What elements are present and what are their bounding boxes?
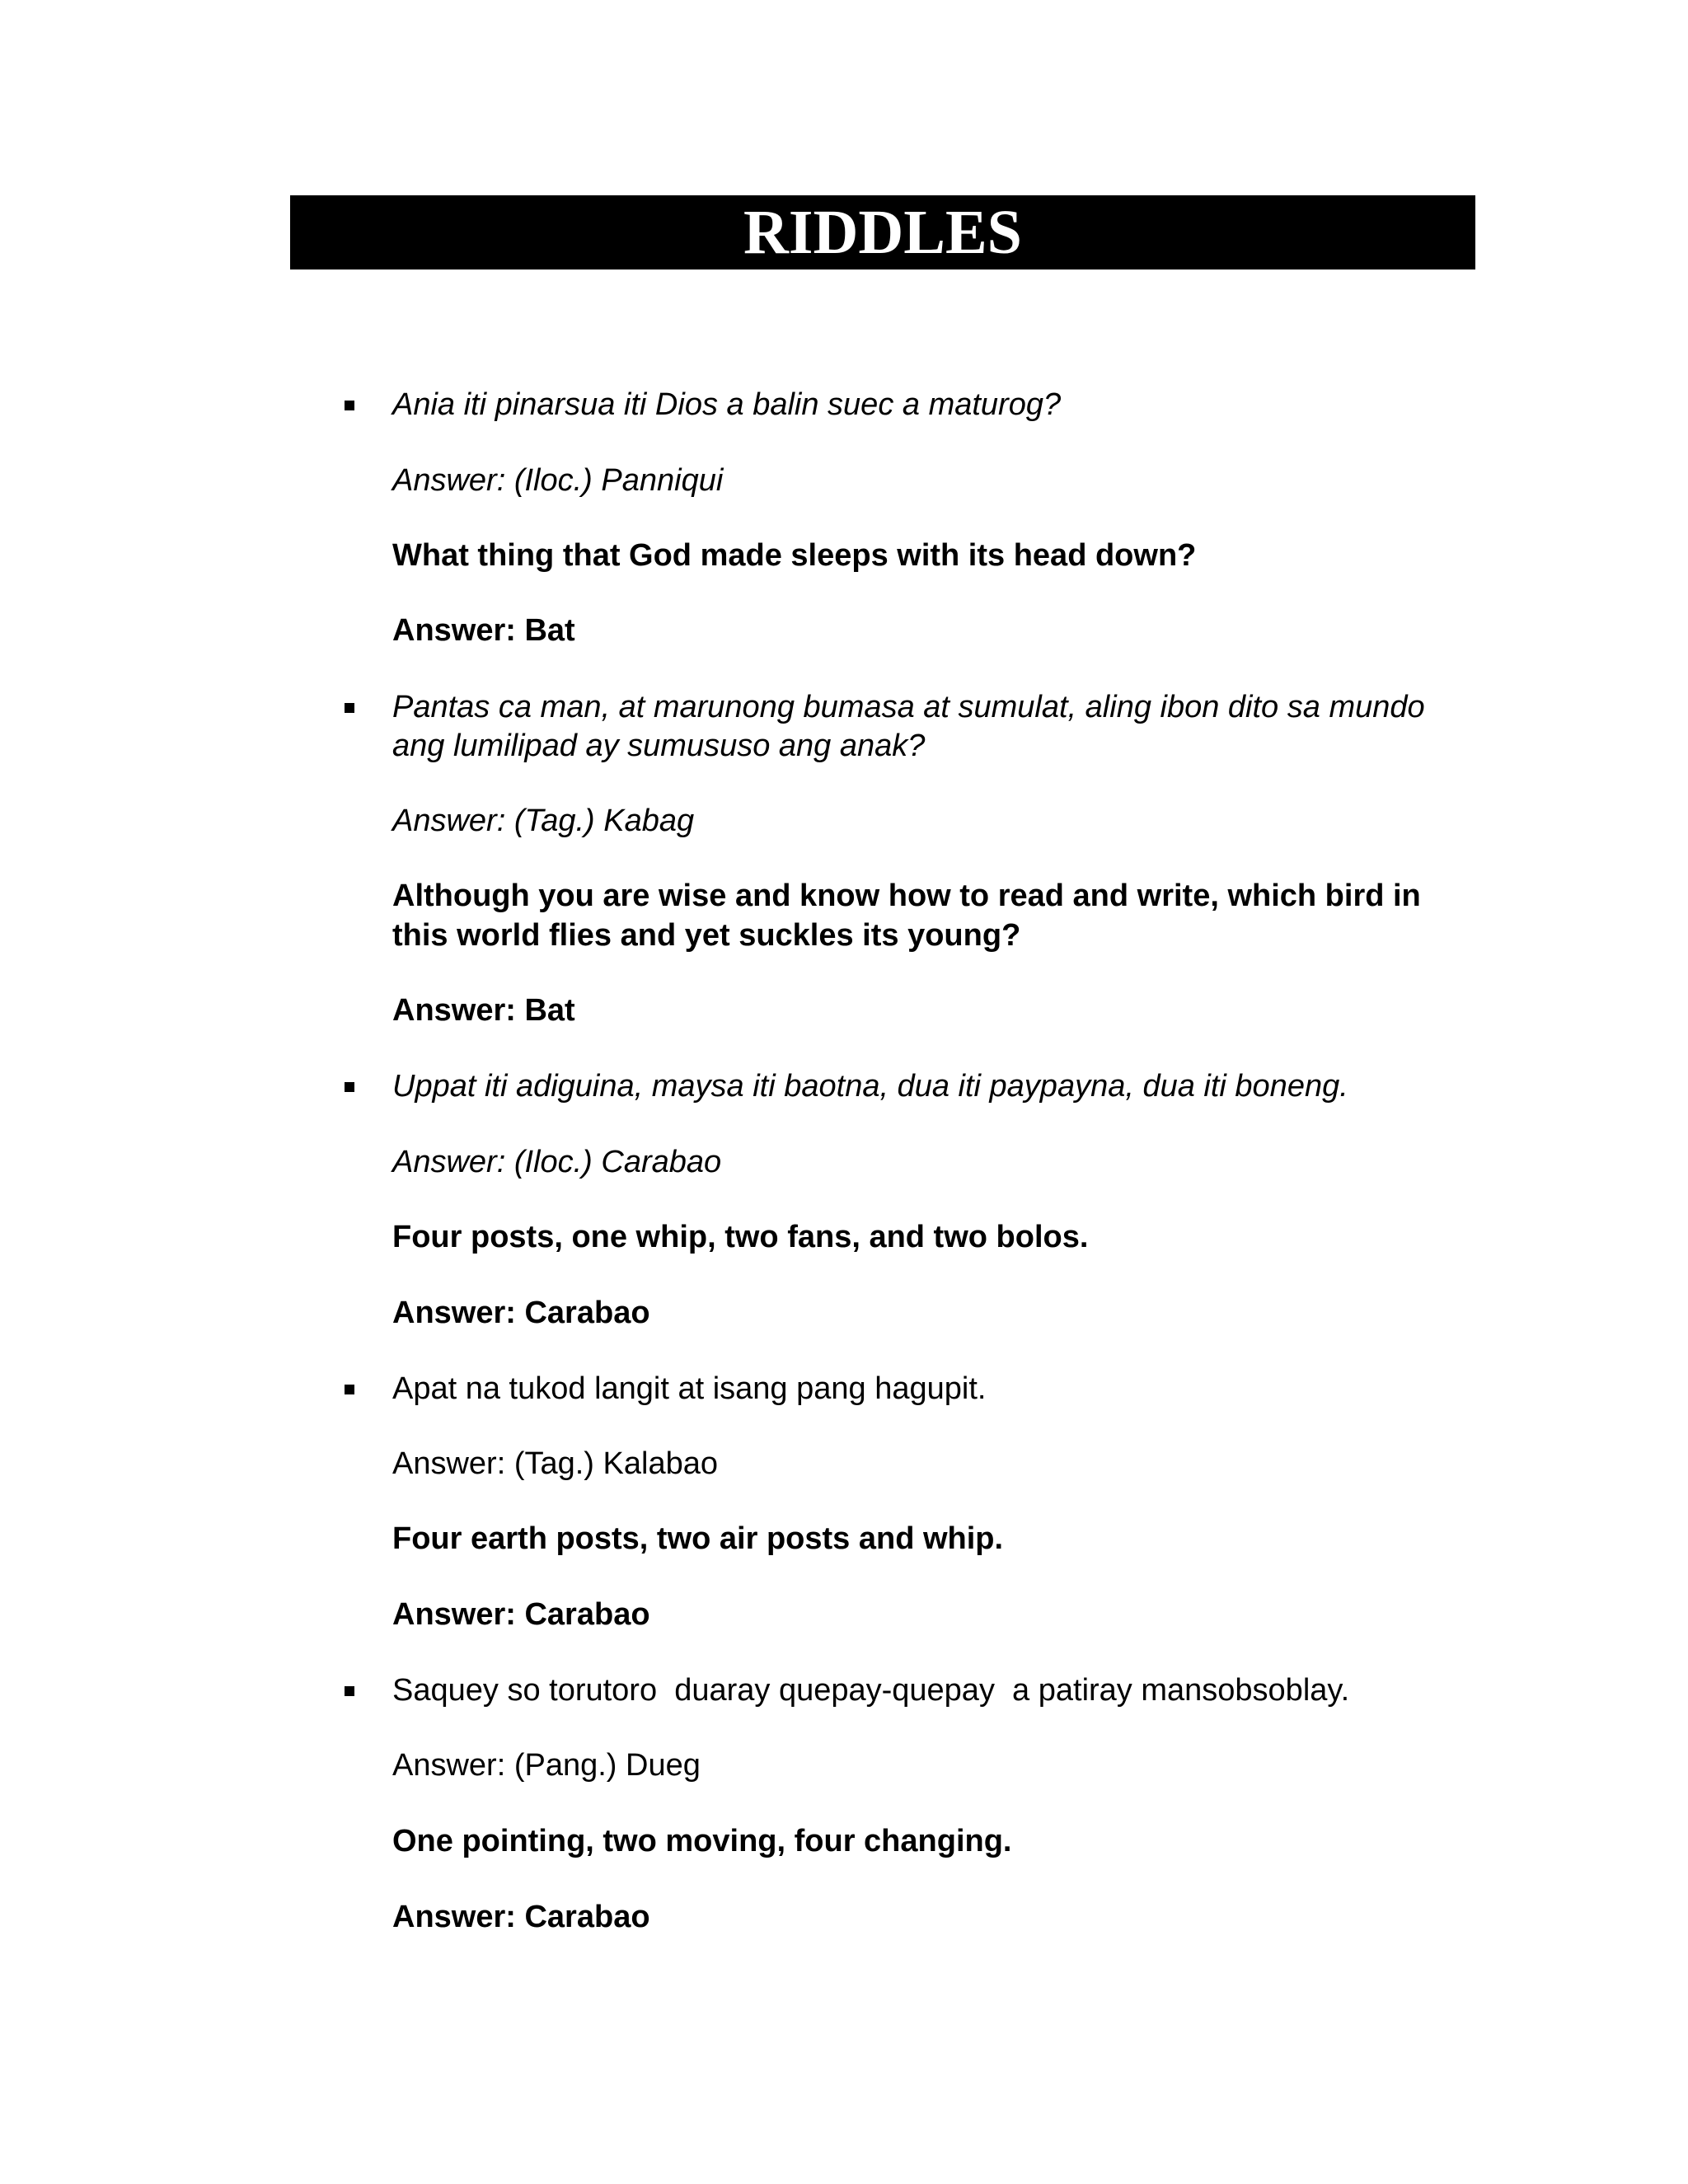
riddle-1-native-question: Ania iti pinarsua iti Dios a balin suec a maturog? bbox=[392, 387, 1062, 422]
bullet-icon bbox=[345, 401, 354, 410]
riddle-1-english-question: What thing that God made sleeps with its head down? bbox=[392, 538, 1197, 573]
riddle-2-native-answer: Answer: (Tag.) Kabag bbox=[392, 804, 695, 838]
riddle-3-english-question: Four posts, one whip, two fans, and two bolos. bbox=[392, 1220, 1089, 1254]
title-banner bbox=[290, 195, 1475, 269]
riddle-5-english-question: One pointing, two moving, four changing. bbox=[392, 1824, 1012, 1858]
riddle-4-native-question: Apat na tukod langit at isang pang hagupit. bbox=[392, 1371, 987, 1406]
riddle-5-native-question: Saquey so torutoro duaray quepay-quepay a patiray mansobsoblay. bbox=[392, 1673, 1350, 1708]
riddle-2-english-answer: Answer: Bat bbox=[392, 993, 575, 1028]
riddle-3-native-answer: Answer: (Iloc.) Carabao bbox=[392, 1145, 722, 1179]
riddle-4-english-question: Four earth posts, two air posts and whip. bbox=[392, 1521, 1004, 1556]
riddle-5-native-answer: Answer: (Pang.) Dueg bbox=[392, 1748, 701, 1783]
riddle-2-english-question-line-2: this world flies and yet suckles its young? bbox=[392, 918, 1021, 953]
riddle-2-english-question-line-1: Although you are wise and know how to read and write, which bird in bbox=[392, 879, 1421, 913]
bullet-icon bbox=[345, 1082, 354, 1092]
riddle-4-english-answer: Answer: Carabao bbox=[392, 1597, 650, 1632]
riddle-1-english-answer: Answer: Bat bbox=[392, 613, 575, 648]
page-title: RIDDLES bbox=[743, 198, 1022, 267]
bullet-icon bbox=[345, 1385, 354, 1394]
riddle-2-native-question-line-1: Pantas ca man, at marunong bumasa at sumulat, aling ibon dito sa mundo bbox=[392, 690, 1425, 724]
riddle-3-native-question: Uppat iti adiguina, maysa iti baotna, dua iti paypayna, dua iti boneng. bbox=[392, 1069, 1348, 1104]
riddle-3-english-answer: Answer: Carabao bbox=[392, 1296, 650, 1330]
riddle-1-native-answer: Answer: (Iloc.) Panniqui bbox=[392, 463, 724, 498]
riddle-2-native-question-line-2: ang lumilipad ay sumususo ang anak? bbox=[392, 729, 926, 763]
riddle-4-native-answer: Answer: (Tag.) Kalabao bbox=[392, 1446, 718, 1481]
bullet-icon bbox=[345, 703, 354, 713]
riddle-5-english-answer: Answer: Carabao bbox=[392, 1900, 650, 1934]
bullet-icon bbox=[345, 1686, 354, 1696]
